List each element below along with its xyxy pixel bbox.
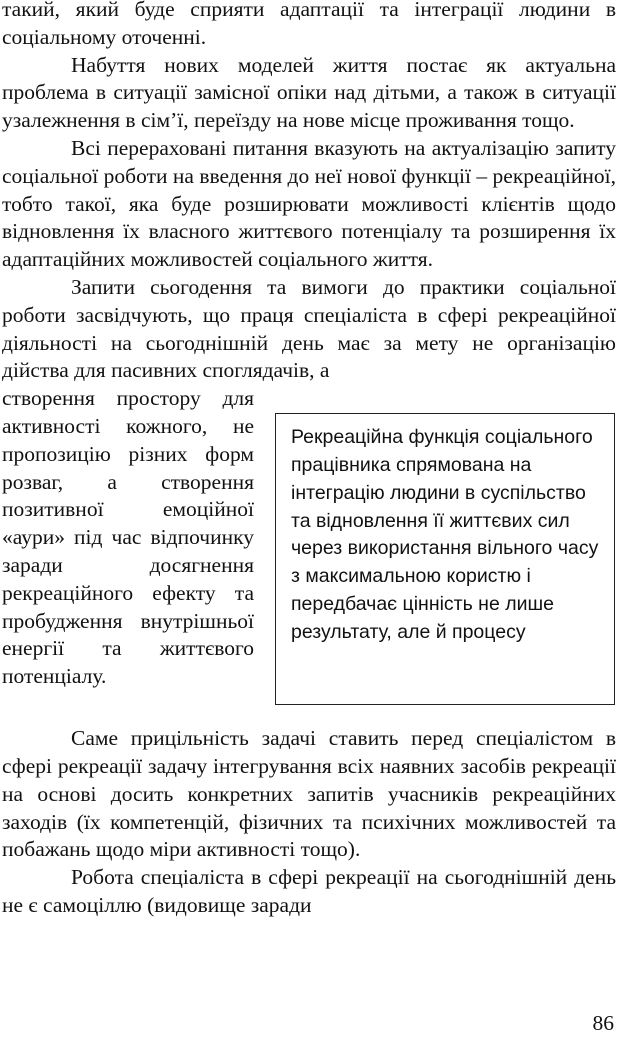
callout-text: Рекреаційна функція соціального працівника спрямована на інтеграцію людини в суспільство та відновлення її життєвих сил через використання вільного часу з максимальною користю і передбачає цінність не лише результату, але й процесу	[291, 426, 599, 643]
paragraph-2: Набуття нових моделей життя постає як актуальна проблема в ситуації замісної опіки над дітьми, а також в ситуації узалежнення в сім’ї, переїзду на нове місце проживання тощо.	[2, 52, 616, 133]
paragraph-4-continuation: створення простору для активності кожного, не пропозицію різних форм розваг, а створення позитивної емоційної «аури» під час відпочинку заради досягнення рекреаційного ефекту та пробудження внутрішньої енергії та життєвого потенціалу.	[2, 386, 254, 689]
callout-box	[275, 413, 615, 705]
page-number: 86	[592, 1011, 614, 1035]
paragraph-1: такий, який буде сприяти адаптації та інтеграції людини в соціальному оточенні.	[2, 0, 616, 49]
narrow-column	[2, 385, 254, 691]
page-body	[2, 0, 616, 920]
paragraph-3: Всі перераховані питання вказують на актуалізацію запиту соціальної роботи на введення до неї нової функції – рекреаційної, тобто такої, яка буде розширювати можливості клієнтів щодо відновлення їх власного життєвого потенціалу та розширення їх адаптаційних можливостей соціального життя.	[2, 135, 616, 272]
paragraph-4: Запити сьогодення та вимоги до практики соціальної роботи засвідчують, що праця спеціаліста в сфері рекреаційної діяльності на сьогоднішній день має за мету не організацію дійства для пасивних споглядачів, а	[2, 274, 616, 383]
text-with-callout	[2, 385, 616, 725]
paragraph-5: Саме прицільність задачі ставить перед спеціалістом в сфері рекреації задачу інтегрування всіх наявних засобів рекреації на основі досить конкретних запитів учасників рекреаційних заходів (їх компетенцій, фізичних та психічних можливостей та побажань щодо міри активності тощо).	[2, 726, 616, 862]
paragraph-6: Робота спеціаліста в сфері рекреації на сьогоднішній день не є самоціллю (видовище заради	[2, 865, 616, 917]
